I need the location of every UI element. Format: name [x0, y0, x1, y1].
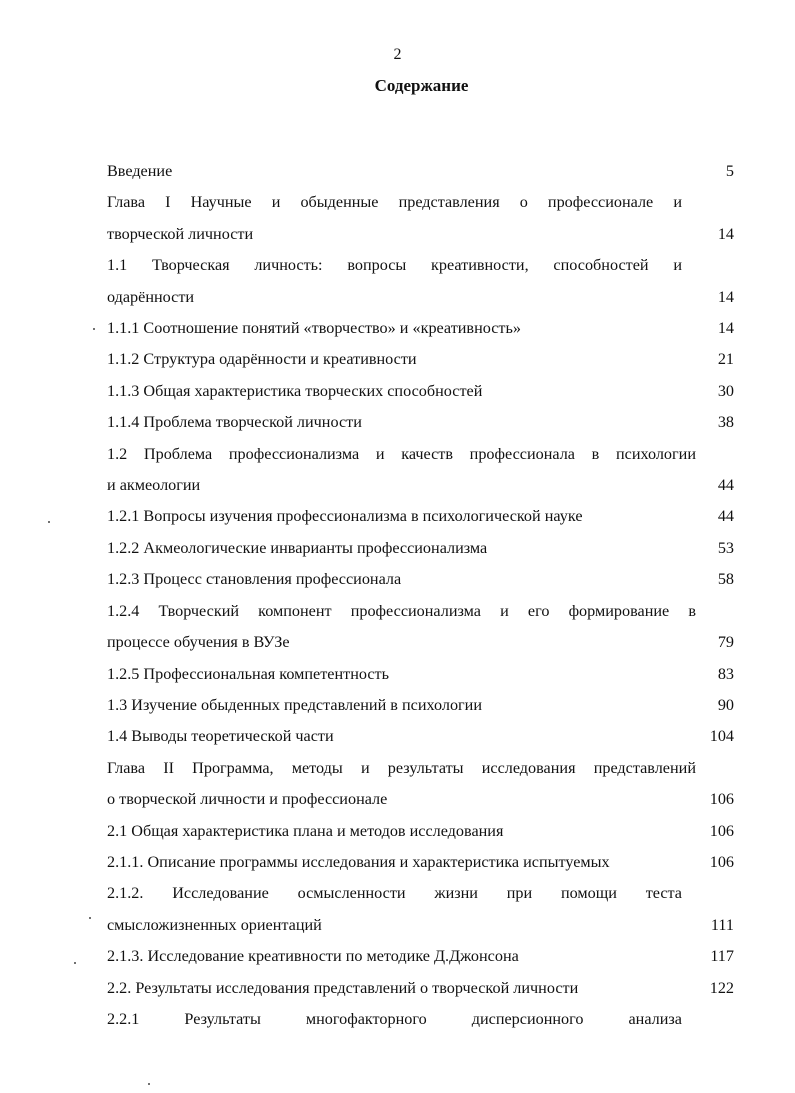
toc-entry — [107, 501, 734, 532]
toc-entry — [107, 690, 734, 721]
toc-entry-page: 83 — [717, 664, 734, 683]
toc-entry-title: Глава II Программа, методы и результаты исследования представлений — [107, 758, 696, 777]
toc-entry-page: 106 — [709, 821, 734, 840]
toc-entry-continuation — [107, 784, 734, 815]
toc-entry-title: 1.1.2 Структура одарённости и креативности — [107, 350, 417, 369]
toc-entry-title-continued: смысложизненных ориентаций — [107, 915, 322, 934]
scan-speck — [74, 962, 76, 964]
toc-entry — [107, 596, 734, 627]
toc-entry — [107, 721, 734, 752]
toc-entry-title: 1.2.3 Процесс становления профессионала — [107, 570, 402, 589]
toc-entry — [107, 973, 734, 1004]
toc-entry-continuation — [107, 910, 734, 941]
toc-entry-continuation — [107, 627, 734, 658]
toc-entry-page: 14 — [717, 319, 734, 338]
toc-entry — [107, 753, 734, 784]
toc-entry — [107, 941, 734, 972]
toc-entry — [107, 659, 734, 690]
toc-entry-title: 1.1.4 Проблема творческой личности — [107, 413, 362, 432]
toc-entry-title: 1.3 Изучение обыденных представлений в психологии — [107, 695, 482, 714]
toc-entry-page: 44 — [717, 476, 734, 495]
toc-entry-title-continued: процессе обучения в ВУЗе — [107, 633, 290, 652]
scan-speck — [148, 1083, 150, 1085]
toc-entry — [107, 847, 734, 878]
toc-entry-title: 2.2. Результаты исследования представлений о творческой личности — [107, 978, 579, 997]
toc-entry-title-continued: о творческой личности и профессионале — [107, 790, 388, 809]
page-title: Содержание — [374, 76, 469, 95]
toc-entry-continuation — [107, 282, 734, 313]
toc-entry-title: Введение — [107, 162, 173, 180]
toc-entry-title: 1.1.1 Соотношение понятий «творчество» и «креативность» — [107, 319, 521, 338]
toc-entry-page: 106 — [709, 852, 734, 871]
toc-entry-title: 2.1 Общая характеристика плана и методов исследования — [107, 821, 504, 840]
toc-entry-continuation — [107, 470, 734, 501]
toc-entry-page: 14 — [717, 224, 734, 243]
toc-entry-title: 1.2.4 Творческий компонент профессионализма и его формирование в — [107, 601, 696, 620]
toc-entry — [107, 407, 734, 438]
scan-speck — [89, 917, 91, 919]
toc-entry — [107, 1004, 734, 1035]
toc-entry-page: 104 — [709, 727, 734, 746]
toc-entry-page: 122 — [709, 978, 734, 997]
toc-entry — [107, 156, 734, 187]
toc-entry-title: 1.1.3 Общая характеристика творческих способностей — [107, 381, 483, 400]
toc-entry-title: 2.1.2. Исследование осмысленности жизни при помощи теста — [107, 884, 682, 903]
scan-speck — [48, 521, 50, 523]
toc-entry-title: 1.2 Проблема профессионализма и качеств профессионала в психологии — [107, 444, 696, 463]
toc-entry-page: 53 — [717, 538, 734, 557]
toc-entry-page: 111 — [710, 915, 734, 934]
toc-entry-page: 5 — [725, 162, 734, 180]
toc-entry — [107, 816, 734, 847]
toc-entry — [107, 313, 734, 344]
toc-entry — [107, 376, 734, 407]
toc-entry-title-continued: и акмеологии — [107, 476, 201, 495]
toc-entry — [107, 533, 734, 564]
toc-entry-title: Глава I Научные и обыденные представления о профессионале и — [107, 193, 682, 212]
toc-entry-page: 30 — [717, 381, 734, 400]
toc-entry — [107, 344, 734, 375]
toc-entry — [107, 878, 734, 909]
toc-entry-title-continued: творческой личности — [107, 224, 254, 243]
toc-entry — [107, 187, 734, 218]
toc-entry-page: 44 — [717, 507, 734, 526]
toc-entry-page: 21 — [717, 350, 734, 369]
scan-speck — [93, 328, 95, 330]
table-of-contents — [107, 156, 734, 1035]
toc-entry-page: 90 — [717, 695, 734, 714]
toc-entry — [107, 439, 734, 470]
toc-entry-title-continued: одарённости — [107, 287, 195, 306]
toc-entry-page: 117 — [710, 947, 734, 966]
toc-entry-page: 79 — [717, 633, 734, 652]
toc-entry-title: 2.1.1. Описание программы исследования и характеристика испытуемых — [107, 852, 610, 871]
toc-entry-page: 14 — [717, 287, 734, 306]
page-number: 2 — [393, 46, 402, 63]
toc-entry-page: 106 — [709, 790, 734, 809]
toc-entry-page: 58 — [717, 570, 734, 589]
toc-entry-page: 38 — [717, 413, 734, 432]
toc-entry-title: 2.1.3. Исследование креативности по методике Д.Джонсона — [107, 947, 519, 966]
toc-entry — [107, 250, 734, 281]
toc-entry-title: 1.4 Выводы теоретической части — [107, 727, 334, 746]
toc-entry-continuation — [107, 219, 734, 250]
toc-entry-title: 1.2.2 Акмеологические инварианты профессионализма — [107, 538, 488, 557]
toc-entry-title: 1.1 Творческая личность: вопросы креативности, способностей и — [107, 256, 682, 275]
toc-entry-title: 2.2.1 Результаты многофакторного дисперсионного анализа — [107, 1009, 682, 1028]
toc-entry — [107, 564, 734, 595]
toc-entry-title: 1.2.1 Вопросы изучения профессионализма в психологической науке — [107, 507, 583, 526]
toc-entry-title: 1.2.5 Профессиональная компетентность — [107, 664, 390, 683]
